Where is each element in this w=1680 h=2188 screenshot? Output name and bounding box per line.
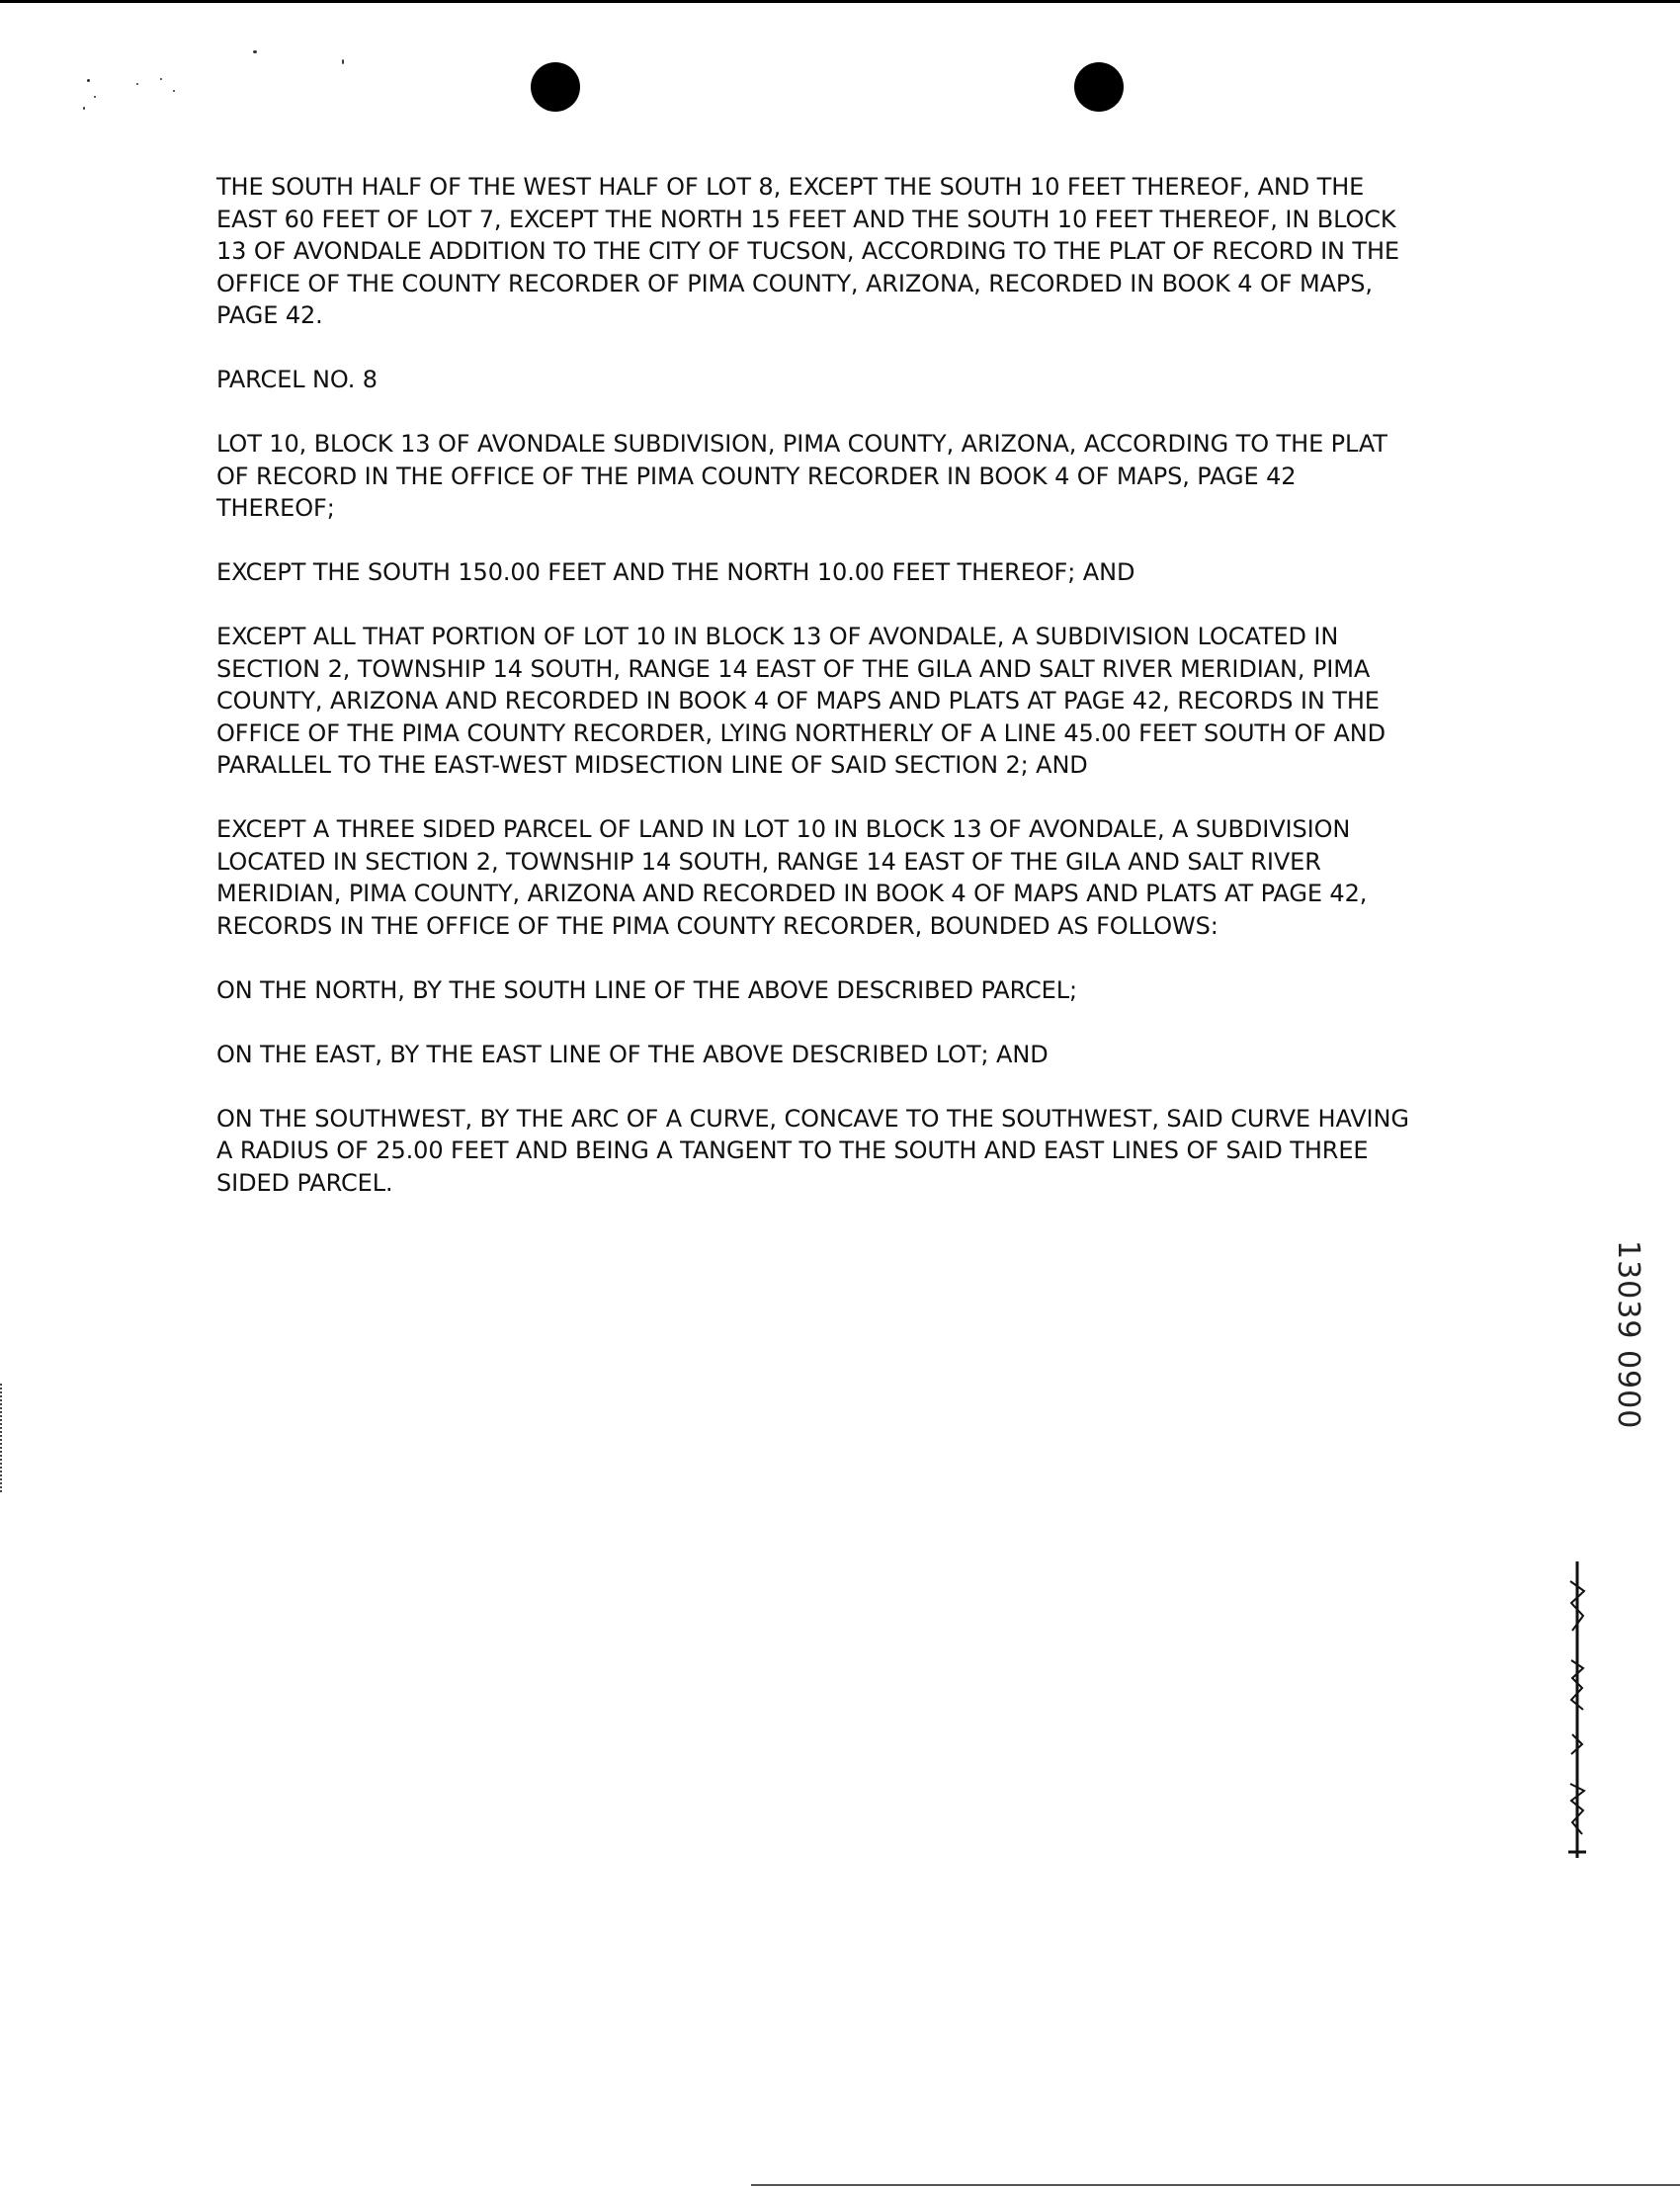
scan-top-edge <box>0 0 1680 3</box>
scan-left-edge-marks <box>0 1384 4 1492</box>
legal-description <box>216 171 1481 1231</box>
scan-speck <box>253 50 257 53</box>
paragraph-except-portion: EXCEPT ALL THAT PORTION OF LOT 10 IN BLOCK 13 OF AVONDALE, A SUBDIVISION LOCATED IN SECTION 2, TOWNSHIP 14 SOUTH, RANGE 14 EAST OF THE GILA AND SALT RIVER MERIDIAN, PIMA COUNTY, ARIZONA AND RECORDED IN BOOK 4 OF MAPS AND PLATS AT PAGE 42, RECORDS IN THE OFFICE OF THE PIMA COUNTY RECORDER, LYING NORTHERLY OF A LINE 45.00 FEET SOUTH OF AND PARALLEL TO THE EAST-WEST MIDSECTION LINE OF SAID SECTION 2; AND <box>216 623 1386 779</box>
margin-record-number-text: 13039 0900 <box>1611 1240 1645 1430</box>
scan-speck <box>83 107 85 110</box>
paragraph-lot-8-description: THE SOUTH HALF OF THE WEST HALF OF LOT 8, EXCEPT THE SOUTH 10 FEET THEREOF, AND THE EAST 60 FEET OF LOT 7, EXCEPT THE NORTH 15 FEET AND THE SOUTH 10 FEET THEREOF, IN BLOCK 13 OF AVONDALE ADDITION TO THE CITY OF TUCSON, ACCORDING TO THE PLAT OF RECORD IN THE OFFICE OF THE COUNTY RECORDER OF PIMA COUNTY, ARIZONA, RECORDED IN BOOK 4 OF MAPS, PAGE 42. <box>216 173 1399 329</box>
margin-scribble-mark <box>1566 1561 1588 1858</box>
paragraph-bound-east: ON THE EAST, BY THE EAST LINE OF THE ABOVE DESCRIBED LOT; AND <box>216 1040 1049 1068</box>
scan-speck <box>94 96 96 98</box>
paragraph-except-south-north: EXCEPT THE SOUTH 150.00 FEET AND THE NORTH 10.00 FEET THEREOF; AND <box>216 558 1135 586</box>
paragraph-lot-10-description: LOT 10, BLOCK 13 OF AVONDALE SUBDIVISION, PIMA COUNTY, ARIZONA, ACCORDING TO THE PLAT OF RECORD IN THE OFFICE OF THE PIMA COUNTY RECORDER IN BOOK 4 OF MAPS, PAGE 42 THEREOF; <box>216 430 1387 522</box>
scan-speck <box>173 90 175 92</box>
scan-speck <box>160 78 162 80</box>
margin-record-number <box>1611 1240 1650 1497</box>
paragraph-bound-southwest: ON THE SOUTHWEST, BY THE ARC OF A CURVE, CONCAVE TO THE SOUTHWEST, SAID CURVE HAVING A RADIUS OF 25.00 FEET AND BEING A TANGENT TO THE SOUTH AND EAST LINES OF SAID THREE SIDED PARCEL. <box>216 1104 1409 1197</box>
paragraph-bound-north: ON THE NORTH, BY THE SOUTH LINE OF THE ABOVE DESCRIBED PARCEL; <box>216 975 1077 1004</box>
scan-speck <box>87 79 90 82</box>
scan-speck <box>136 83 138 85</box>
scan-bottom-edge <box>751 2184 1680 2186</box>
scan-speck <box>342 59 344 64</box>
punch-hole-left <box>531 62 580 112</box>
punch-hole-right <box>1074 62 1124 112</box>
parcel-heading: PARCEL NO. 8 <box>216 366 378 393</box>
paragraph-except-three-sided: EXCEPT A THREE SIDED PARCEL OF LAND IN LOT 10 IN BLOCK 13 OF AVONDALE, A SUBDIVISION LOCATED IN SECTION 2, TOWNSHIP 14 SOUTH, RANGE 14 EAST OF THE GILA AND SALT RIVER MERIDIAN, PIMA COUNTY, ARIZONA AND RECORDED IN BOOK 4 OF MAPS AND PLATS AT PAGE 42, RECORDS IN THE OFFICE OF THE PIMA COUNTY RECORDER, BOUNDED AS FOLLOWS: <box>216 815 1368 940</box>
